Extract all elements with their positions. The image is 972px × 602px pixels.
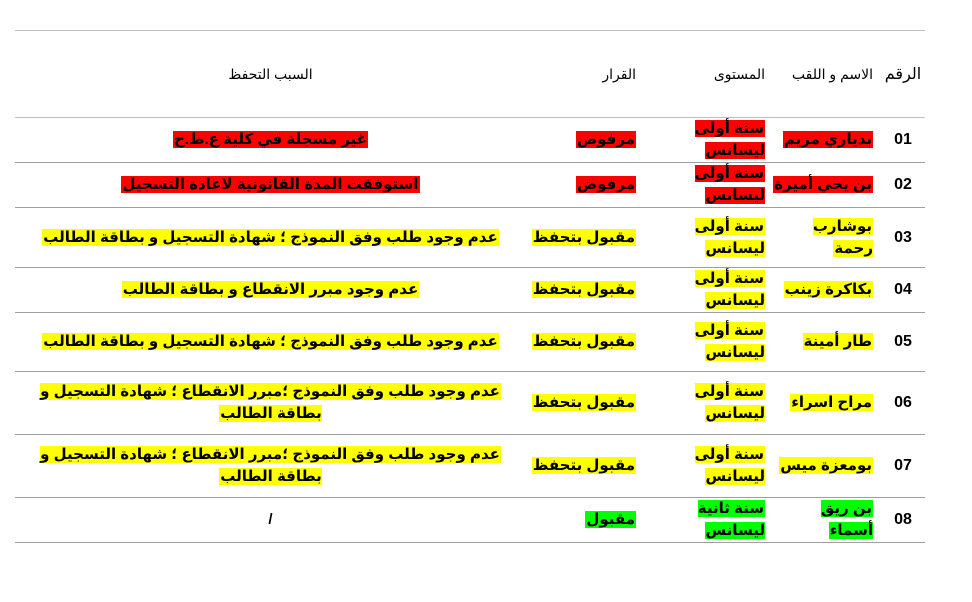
row-num: 03 <box>881 208 925 268</box>
table-row <box>15 498 925 543</box>
row-level: سنة أولى ليسانس <box>694 165 765 204</box>
row-decision: مقبول بتحفظ <box>532 333 635 350</box>
row-num: 01 <box>881 118 925 163</box>
row-name: بن ريق أسماء <box>820 500 873 539</box>
row-name: مراح اسراء <box>791 394 872 411</box>
row-name: طار أمينة <box>803 333 872 350</box>
row-name: بن يحي أميرة <box>774 176 872 193</box>
row-reason: عدم وجود طلب وفق النموذج ؛ شهادة التسجيل و بطاقة الطالب <box>43 228 498 246</box>
row-num: 05 <box>881 313 925 372</box>
row-reason: عدم وجود طلب وفق النموذج ؛ شهادة التسجيل و بطاقة الطالب <box>43 333 498 350</box>
table-row <box>15 372 925 435</box>
row-name: بدياري مريم <box>783 131 872 148</box>
row-num: 06 <box>881 372 925 435</box>
row-name: بوشارب رحمة <box>812 217 873 257</box>
header-level: المستوى <box>640 31 773 118</box>
row-decision: مقبول بتحفظ <box>532 228 635 246</box>
header-num: الرقم <box>881 31 925 118</box>
row-reason: عدم وجود مبرر الانقطاع و بطاقة الطالب <box>122 281 419 298</box>
row-level: سنة ثانية ليسانس <box>697 500 765 539</box>
row-level: سنة أولى ليسانس <box>694 217 765 257</box>
row-name: بكاكرة زينب <box>784 281 872 298</box>
row-num: 04 <box>881 268 925 313</box>
row-level: سنة أولى ليسانس <box>694 446 765 485</box>
row-reason: عدم وجود طلب وفق النموذج ؛مبرر الانقطاع ؛ شهادة التسجيل و بطاقة الطالب <box>40 383 500 422</box>
row-name: بومعزة ميس <box>780 457 872 474</box>
table-row <box>15 208 925 268</box>
row-reason: استوفقت المدة القانونية لاعادة التسجيل <box>122 176 419 193</box>
table-row <box>15 435 925 498</box>
row-level: سنة أولى ليسانس <box>694 322 765 361</box>
row-decision: مقبول بتحفظ <box>532 394 635 411</box>
table-row <box>15 163 925 208</box>
row-decision: مقبول بتحفظ <box>532 281 635 298</box>
row-reason: عدم وجود طلب وفق النموذج ؛مبرر الانقطاع ؛ شهادة التسجيل و بطاقة الطالب <box>40 446 500 485</box>
row-decision: مقبول <box>586 511 635 528</box>
table-row <box>15 118 925 163</box>
header-name: الاسم و اللقب <box>773 31 881 118</box>
header-reason: السبب التحفظ <box>15 31 526 118</box>
row-reason: / <box>268 511 273 528</box>
table-row <box>15 313 925 372</box>
header-decision: القرار <box>526 31 640 118</box>
row-reason: غير مسجلة في كلية ع.ط.ح <box>174 131 367 148</box>
table-row <box>15 268 925 313</box>
row-level: سنة أولى ليسانس <box>694 120 765 159</box>
row-decision: مقبول بتحفظ <box>532 457 635 474</box>
row-level: سنة أولى ليسانس <box>694 383 765 422</box>
row-decision: مرفوض <box>576 131 635 148</box>
students-decision-table <box>15 30 925 543</box>
table-header-row <box>15 31 925 118</box>
row-num: 08 <box>881 498 925 543</box>
row-decision: مرفوض <box>576 176 635 193</box>
row-level: سنة أولى ليسانس <box>694 270 765 309</box>
row-num: 07 <box>881 435 925 498</box>
row-num: 02 <box>881 163 925 208</box>
